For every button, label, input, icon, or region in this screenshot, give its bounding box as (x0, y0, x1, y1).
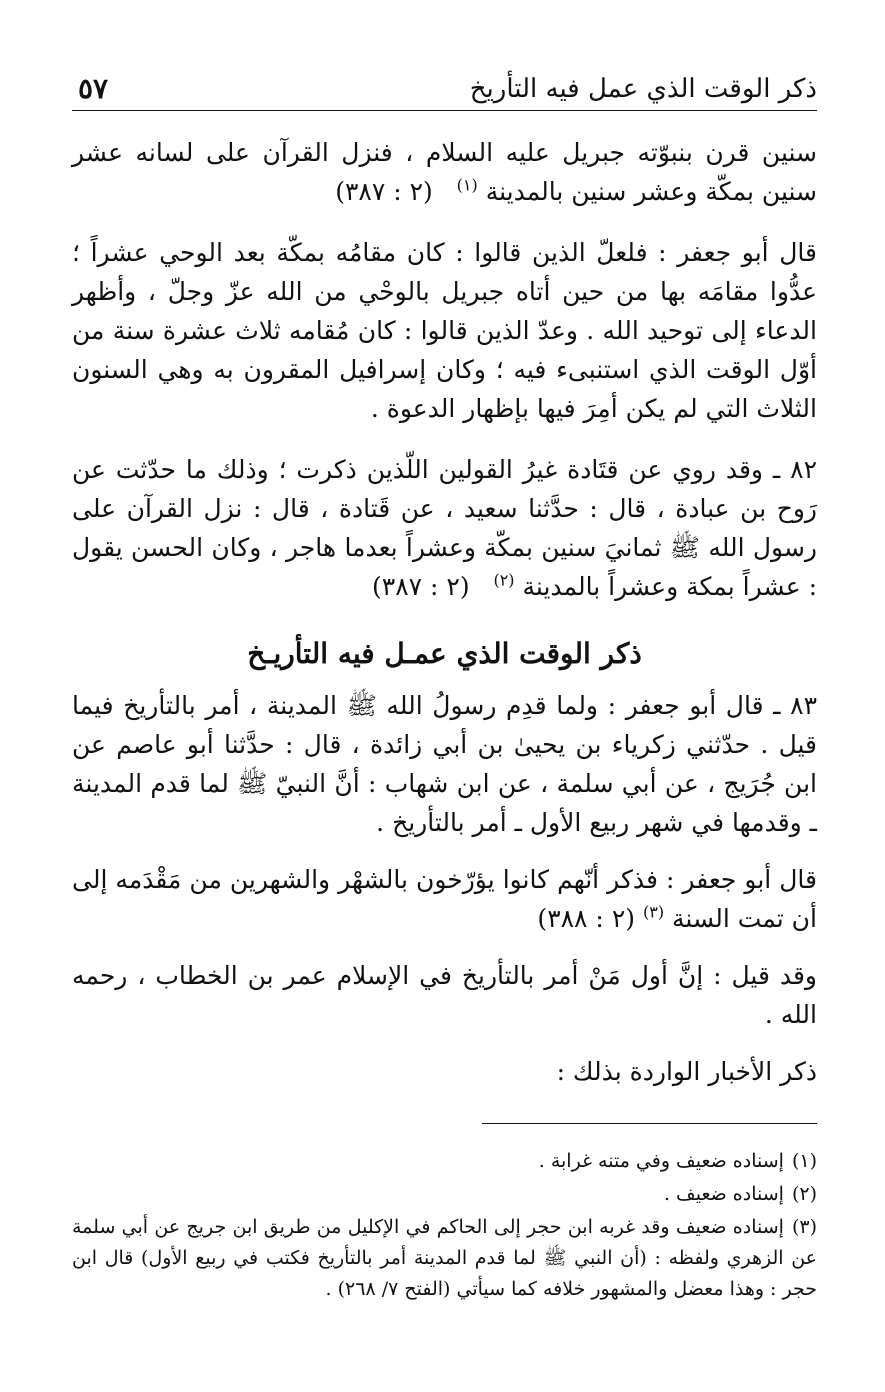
paragraph (72, 860, 817, 938)
footnote-number: (٢) (791, 1183, 817, 1205)
paragraph-text: سنين قرن بنبوّته جبريل عليه السلام ، فنزل القرآن على لسانه عشر سنين بمكّة وعشر سنين بالمدينة (72, 138, 817, 206)
citation: (٢ : ٣٨٧) (372, 572, 470, 601)
footnotes (72, 1146, 817, 1305)
citation: (٢ : ٣٨٨) (537, 904, 636, 933)
paragraph-text: قال أبو جعفر : فلعلّ الذين قالوا : كان مقامُه بمكّة بعد الوحي عشراً ؛ عدُّوا مقامَه بها من حين أتاه جبريل بالوحْي من الله عزّ وجلّ ، وأظهر الدعاء إلى توحيد الله . وعدّ الذين قالوا : كان مُقامه ثلاث عشرة سنة من أوّل الوقت الذي استنبىء فيه ؛ وكان إسرافيل المقرون به وهي السنون الثلاث التي لم يكن أمِرَ فيها بإظهار الدعوة . (72, 238, 817, 423)
footnote-number: (٣) (791, 1216, 817, 1238)
footnote-text: إسناده ضعيف وقد غربه ابن حجر إلى الحاكم في الإكليل من طريق ابن جريج عن أبي سلمة عن الزهري ولفظه : (أن النبي ﷺ لما قدم المدينة أمر بالتأريخ فكتب في ربيع الأول) قال ابن حجر : وهذا معضل والمشهور خلافه كما سيأتي (الفتح ٧/ ٢٦٨) . (72, 1216, 817, 1300)
page-number: ٥٧ (78, 72, 109, 105)
citation: (٢ : ٣٨٧) (335, 177, 433, 206)
footnote-ref: (٢) (493, 570, 515, 590)
paragraph (72, 133, 817, 211)
paragraph (72, 1052, 817, 1091)
book-page (72, 70, 817, 1307)
footnote-number: (١) (791, 1150, 817, 1172)
paragraph (72, 450, 817, 606)
running-title: ذكر الوقت الذي عمل فيه التأريخ (469, 74, 817, 104)
paragraph (72, 233, 817, 428)
footnote (72, 1179, 817, 1210)
footnote-ref: (١) (456, 175, 478, 195)
paragraph-text: قال أبو جعفر : فذكر أنّهم كانوا يؤرّخون بالشهْر والشهرين من مَقْدَمه إلى أن تمت السنة (72, 865, 817, 933)
paragraph-text: ذكر الأخبار الواردة بذلك : (556, 1057, 817, 1086)
footnote-text: إسناده ضعيف وفي متنه غرابة . (538, 1150, 784, 1172)
page-header (72, 70, 817, 111)
footnote (72, 1212, 817, 1305)
paragraph-text: وقد قيل : إنَّ أول مَنْ أمر بالتأريخ في الإسلام عمر بن الخطاب ، رحمه الله . (72, 961, 817, 1029)
paragraph (72, 956, 817, 1034)
paragraph (72, 686, 817, 842)
footnote (72, 1146, 817, 1177)
footnote-ref: (٣) (642, 902, 665, 922)
section-heading: ذكر الوقت الذي عمـل فيه التأريـخ (247, 637, 642, 670)
footnote-divider (482, 1123, 817, 1124)
paragraph-text: ٨٢ ـ وقد روي عن قتَادة غيرُ القولين اللّذين ذكرت ؛ وذلك ما حدّثت عن رَوح بن عبادة ، قال : حدَّثنا سعيد ، عن قَتادة ، قال : نزل القرآن على رسول الله ﷺ ثمانيَ سنين بمكّة وعشراً بعدما هاجر ، وكان الحسن يقول : عشراً بمكة وعشراً بالمدينة (72, 455, 817, 601)
paragraph-text: ٨٣ ـ قال أبو جعفر : ولما قدِم رسولُ الله ﷺ المدينة ، أمر بالتأريخ فيما قيل . حدّثني زكرياء بن يحيىٰ بن أبي زائدة ، قال : حدَّثنا أبو عاصم عن ابن جُرَيج ، عن أبي سلمة ، عن ابن شهاب : أنَّ النبيّ ﷺ لما قدم المدينة ـ وقدمها في شهر ربيع الأول ـ أمر بالتأريخ . (72, 691, 817, 837)
footnote-text: إسناده ضعيف . (663, 1183, 784, 1205)
